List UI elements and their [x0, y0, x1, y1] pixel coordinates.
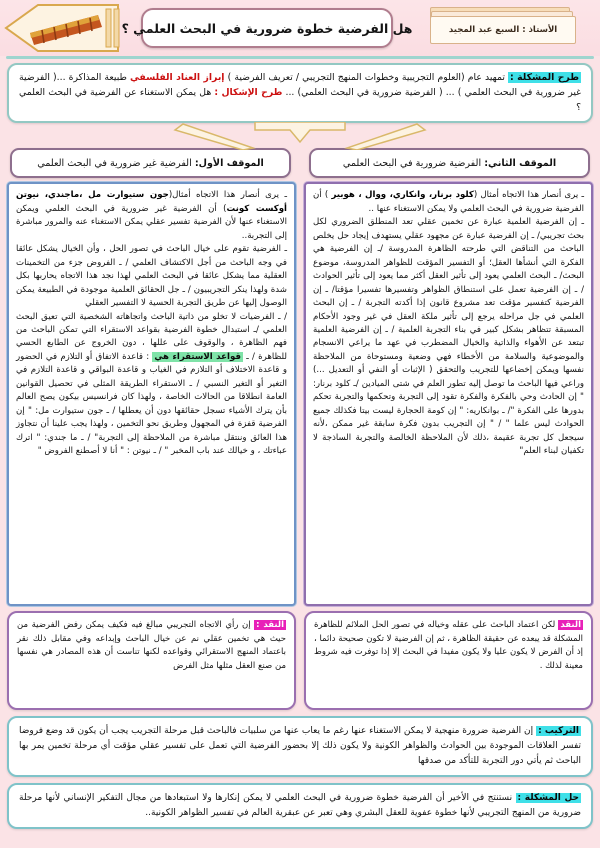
left-p1-a: ـ يرى أنصار هذا الاتجاه أمثال ( — [473, 190, 584, 201]
stance-first-lead: الموقف الأول: — [194, 157, 264, 169]
critique-left-box — [304, 611, 593, 710]
induction-rules-label: قواعد الاستقراء هي — [154, 351, 241, 362]
left-p1-b: ) أن الفرضية ضرورية في البحث العلمي ولا يمكن الاستغناء عنها .. — [313, 190, 584, 214]
author-card-stack — [418, 7, 576, 49]
solution-label: حل المشكلة : — [517, 792, 579, 803]
author-card-front — [430, 16, 576, 44]
page-title: هل الفرضية خطوة ضرورية في البحث العلمي ؟ — [121, 20, 413, 36]
page-header — [0, 0, 600, 56]
right-p1-b: ) أن الفرضية غير ضرورية في البحث العلمي ويمكن الاستغناء عنها لأن الفرضية تفسير عقلي يمكن الاستغناء عنه والمرور مباشرة إلى التجربة.. — [16, 203, 287, 241]
header-divider — [6, 56, 594, 59]
page-title-pill — [121, 8, 413, 48]
critique-left-label: النقد — [560, 620, 581, 631]
solution-body: نستنتج في الأخير أن الفرضية خطوة ضرورية في البحث العلمي لا يمكن إنكارها ولا استبعادها من مجال التفكير الإنساني لأنها مرحلة ضرورية من المنهج التجريبي لأنها خطوة عفوية للعقل البشري وهي تعبر عن عبقرية العالم في تفسير الظواهر الكونية.. — [19, 792, 581, 818]
critique-right-text — [17, 619, 286, 673]
left-p1-names: كلود برنار، وانكاري، ووال ، هوبير — [331, 190, 474, 201]
stance-second-lead: الموقف الثاني: — [484, 157, 557, 169]
problem-text-1: تمهيد عام (العلوم التجريبية وخطوات المنهج التجريبي / تعريف الفرضية ) — [224, 72, 509, 83]
stance-second-text — [343, 158, 556, 169]
right-p3-a: / ـ الفرضيات لا تخلو من ذاتية الباحث واتجاهاته الشخصية التي تعيق البحث العلمي /ـ استبدال خطوة الفرضية بقواعد الاستقراء التي تمكن الباحث من فهم الظاهرة ، والوقوف على عللها ، دون الخروج عن الطابع الحسي للظاهرة / ـ — [16, 311, 287, 362]
stance-first-rest: الفرضية غير ضرورية في البحث العلمي — [37, 157, 195, 169]
left-arrow-icon — [2, 1, 130, 55]
problem-statement-text — [19, 70, 581, 115]
author-label: الأستاذ : السبع عبد المجيد — [448, 25, 558, 35]
column-left-paragraph-1 — [313, 189, 584, 216]
stance-first-text — [37, 158, 264, 169]
solution-box — [7, 783, 593, 829]
arguments-columns — [0, 178, 600, 606]
solution-text — [19, 791, 581, 821]
problem-statement-box — [7, 63, 593, 123]
critique-row — [0, 606, 600, 710]
right-p3-b: : قاعدة الاتفاق أو التلازم في الحضور و قاعدة الاختلاف أو التلازم في الغياب و قاعدة البواقي و قاعدة التلازم في التغير أو التغير النسبي / ـ الاستقراء الطريقة المثلى في تحصيل القوانين العامة انطلاقا من الحالات الخاصة ، ولهذا كان فرانسيس بيكون يصح العالم بأن يترك الأشياء تسجل حقائقها دون أن يعطلها / ـ جون ستيوارت مل: " إن الفرضية قفزة في المجهول وطريق نحو التخمين ، ولهذا يجب علينا أن نتجاوز هذا العائق وننتقل مباشرة من الملاحظة إلى التجربة" / ـ ما جندي: " اترك عباءتك ، و خيالك عند باب المخبر " / ـ نيوتن : " أنا لا أصطنع الفروض " — [16, 351, 287, 457]
critique-left-text — [314, 619, 583, 673]
critique-right-box — [7, 611, 296, 710]
stance-header-second — [309, 148, 590, 178]
right-p1-a: ـ يرى أنصار هذا الاتجاه أمثال( — [168, 190, 287, 201]
stance-header-first — [10, 148, 291, 178]
column-first-stance — [7, 182, 296, 606]
branch-arrows — [0, 124, 600, 150]
right-p1-names: جون ستيوارت مل ،ماجندي، نيوتن أوكست كونت — [16, 190, 287, 214]
column-right-paragraph-3 — [16, 311, 287, 459]
critique-right-body: إن رأي الاتجاه التجريبي مبالغ فيه فكيف يمكن رفض الفرضية من حيث هي تخمين عقلي نم عن خيال الباحث وإبداعه وفي مقابل ذلك نقر باعتماد المنهج الاستقرائي وقواعده لكنها تناست أن هذه المصادر هي نفسها من صنع العقل مثلها مثل الفرض — [17, 620, 286, 671]
synthesis-label: التركيب : — [538, 726, 579, 737]
problem-emph-1: إبراز العناد الفلسفي — [130, 72, 225, 83]
problem-text-3: هل يمكن الاستغناء عن الفرضية في البحث العلمي ؟ — [19, 87, 581, 114]
column-second-stance — [304, 182, 593, 606]
critique-left-body: لكن اعتماد الباحث على عقله وخياله في تصور الحل الملائم للظاهرة المشكلة قد يبعده عن حقيقة الظاهرة ، ثم إن الفرضية لا تكون صحيحة دائما ، إذ أن الفرض لا يكون عليا ولا يكون مفيدا في البحث إلا إذا توفرت فيه شروط معينة لذلك . — [314, 620, 583, 671]
stance-second-rest: الفرضية ضرورية في البحث العلمي — [342, 157, 485, 169]
synthesis-text — [19, 724, 581, 769]
problem-label: طرح المشكلة : — [510, 72, 579, 83]
problem-emph-2: طرح الإشكال : — [214, 87, 283, 99]
critique-right-label: النقد : — [256, 620, 284, 631]
synthesis-box — [7, 716, 593, 777]
column-right-paragraph-1 — [16, 189, 287, 243]
stance-header-row — [0, 148, 600, 178]
column-right-paragraph-2: ـ الفرضية تقوم على خيال الباحث في تصور الحل ، وأن الخيال يشكل عائقا في وجه الباحث من أجل الاكتشاف العلمي / ـ الفروض جزء من التخمينات العقلية مما يشكل عائقا في البحث العلمي لهذا نجد هذا الاتجاه يحاربها بكل شدة ولهذا ينكر التجريبيون / ـ جل الحقائق العلمية موجودة في الطبيعة يمكن الوصول إليها عن طريق التجربة الحسية لا التفسير العقلي — [16, 244, 287, 309]
synthesis-body: إن الفرضية ضرورة منهجية لا يمكن الاستغناء عنها رغم ما يعاب عنها من سلبيات فالباحث قبل مرحلة التجريب يجب أن يكون قد وضع فروضا تفسر العلاقات الموجودة بين الحوادث والظواهر الكونية ولا يكون ذلك إلا بحضور الفرضية التي تعمل على تفسير عقلي مؤقت أي مرحلة تخمين يمر بها الباحث ثم يأتي دور التجربة للتأكد من صدقها — [19, 726, 581, 767]
problem-text-2: طبيعة المذاكرة ...( الفرضية غير ضرورية في البحث العلمي ) ... ( الفرضية ضرورية في البحث العلمي) ... — [19, 72, 582, 99]
column-left-paragraph-2: ـ إن الفرضية العلمية عبارة عن تخمين عقلي تعد المنطلق الضروري لكل بحث تجريبي/ ـ إن الفرضية عبارة عن مجهود عقلي يستهدف إيجاد حل يخلص الباحث من التناقض التي طرحته الظاهرة المدروسة /ـ إن الفرضية هي الفكرة التي أنشأها العقل؛ أو التفسير المؤقت للظواهر المدروسة، موضوع البحث/ ـ البحث العلمي يعود إلى تأثير العقل أكثر مما يعود إلى تأثير الحوادث / ـ إن الفرضية تعمل على استنطاق الظواهر وتفسيرها تفسيرا مؤقتا/ ـ إن الفرضية كتفسير مؤقت تعد مشروع قانون إذا أكدته التجربة / ـ إن البحث العلمي في جل مراحله يرجع إلى تأثير ملكة العقل في غير وجود الأحكام المسبقة تتظاهر بشكل كبير في بناء التجربة العلمية / ـ إن الفرضية العلمية تبتعد عن الأهواء والذاتية والخيال المضطرب في عهد ما يراعي الانسجام والموضوعية والسلامة من الأخطاء فهي وضعية ومستوحاة من الملاحظة نفسها ويمكن إخضاعها للتجريب والتحقق ( الإثبات أو النفي أو التعديل ...) وراعي فيها الباحث ما توصل إليه تطور العلم في شتى الميادين /ـ كلود برنار: " إن الحادث وحي بالفكرة والفكرة تقود إلى التجربة وتحكمها والتجربة تحكم بدورها على الفكرة "/ ـ بوانكاريه: " إن كومة الحجارة ليست بيتا فكذلك جميع الحوادث ليس علما " / " إن التجريب بدون فكرة سابقة غير ممكن ،لأنه سيجعل كل تجربة عقيمة ،ذلك لأن الملاحظة الخالصة والتجربة الساذجة لا تكفيان لبناء العلم" — [313, 217, 584, 457]
